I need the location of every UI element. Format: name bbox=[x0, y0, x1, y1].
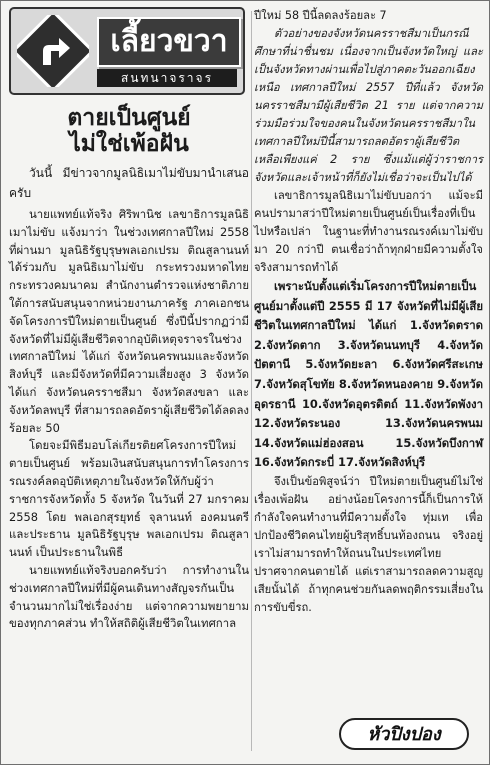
turn-right-sign-icon bbox=[17, 15, 89, 87]
right-column bbox=[254, 7, 483, 760]
logo-title: เลี้ยวขวา bbox=[97, 17, 241, 67]
paragraph: เลขาธิการมูลนิธิเมาไม่ขับบอกว่า แม้จะมีคนปรามาสว่าปีใหม่ตายเป็นศูนย์เป็นเรื่องที่เป็นไปหรือเปล่า ในฐานะที่ทำงานรณรงค์เมาไม่ขับมา 20 กว่าปี ตนเชื่อว่าถ้าทุกฝ่ายมีความตั้งใจจริงสามารถทำได้ bbox=[254, 189, 483, 274]
article-headline bbox=[9, 105, 249, 157]
paragraph: ปีใหม่ 58 ปีนี้ลดลงร้อยละ 7 bbox=[254, 9, 387, 22]
author-signature: หัวปิงปอง bbox=[339, 718, 469, 750]
left-body bbox=[9, 163, 249, 633]
paragraph: โดยจะมีพิธีมอบโล่เกียรติยศโครงการปีใหม่ตายเป็นศูนย์ พร้อมเงินสนับสนุนการทำโครงการรณรงค์ลดอุบัติเหตุภายในจังหวัดให้กับผู้ว่าราชการจังหวัดทั้ง 5 จังหวัด ในวันที่ 27 มกราคม 2558 โดย พลเอกสุรยุทธ์ จุลานนท์ องคมนตรี และประธาน มูลนิธิรัฐบุรุษ พลเอกเปรม ติณสูลานนท์ เป็นประธานในพิธี bbox=[9, 438, 249, 560]
paragraph-province-list: เพราะนับตั้งแต่เริ่มโครงการปีใหม่ตายเป็นศูนย์มาตั้งแต่ปี 2555 มี 17 จังหวัดที่ไม่มีผู้เสียชีวิตในเทศกาลปีใหม่ ได้แก่ 1.จังหวัดตราด 2.จังหวัดตาก 3.จังหวัดนนทบุรี 4.จังหวัดปัตตานี 5.จังหวัดยะลา 6.จังหวัดศรีสะเกษ 7.จังหวัดสุโขทัย 8.จังหวัดหนองคาย 9.จังหวัดอุดรธานี 10.จังหวัดอุตรดิตถ์ 11.จังหวัดพังงา 12.จังหวัดระนอง 13.จังหวัดนครพนม 14.จังหวัดแม่ฮ่องสอน 15.จังหวัดบึงกาฬ 16.จังหวัดกระบี่ 17.จังหวัดสิงห์บุรี bbox=[254, 279, 483, 470]
left-column bbox=[9, 7, 249, 760]
column-logo bbox=[9, 7, 245, 95]
headline-line-1: ตายเป็นศูนย์ bbox=[67, 104, 191, 131]
column-divider bbox=[251, 11, 252, 751]
paragraph: วันนี้ มีข่าวจากมูลนิธิเมาไม่ขับมานำเสนอครับ bbox=[9, 166, 249, 200]
paragraph: จึงเป็นข้อพิสูจน์ว่า ปีใหม่ตายเป็นศูนย์ไม่ใช่เรื่องเพ้อฝัน อย่างน้อยโครงการนี้ก็เป็นการให้กำลังใจคนทำงานที่มีความตั้งใจ ทุ่มเท เพื่อปกป้องชีวิตคนไทยผู้บริสุทธิ์บนท้องถนน จริงอยู่เราไม่สามารถทำให้ถนนในประเทศไทยปราศจากคนตายได้ แต่เราสามารถลดความสูญเสียนั้นได้ ถ้าทุกคนช่วยกันลดพฤติกรรมเสี่ยงในการขับขี่รถ. bbox=[254, 474, 483, 614]
paragraph: ตัวอย่างของจังหวัดนครราชสีมาเป็นกรณีศึกษาที่น่าชื่นชม เนื่องจากเป็นจังหวัดใหญ่ และเป็นจังหวัดทางผ่านเพื่อไปสู่ภาคตะวันออกเฉียงเหนือ เทศกาลปีใหม่ 2557 ปีที่แล้ว จังหวัดนครราชสีมามีผู้เสียชีวิต 21 ราย แต่จากความร่วมมือร่วมใจของคนในจังหวัดนครราชสีมาในเทศกาลปีใหม่ปีนี้สามารถลดอัตราผู้เสียชีวิตเหลือเพียงแค่ 2 ราย ซึ่งแม้แต่ผู้ว่าราชการจังหวัดและเจ้าหน้าที่ก็ยังไม่เชื่อว่าจะเป็นไปได้ bbox=[254, 27, 483, 184]
paragraph: นายแพทย์แท้จริง ศิริพานิช เลขาธิการมูลนิธิเมาไม่ขับ แจ้งมาว่า ในช่วงเทศกาลปีใหม่ 2558 ที่ผ่านมา มูลนิธิรัฐบุรุษพลเอกเปรม ติณสูลานนท์ ได้ร่วมกับ มูลนิธิเมาไม่ขับ กระทรวงมหาดไทย กระทรวงคมนาคม สำนักงานตำรวจแห่งชาติภายใต้การสนับสนุนจากหน่วยงานภาครัฐ ภาคเอกชน จัดโครงการปีใหม่ตายเป็นศูนย์ ซึ่งปีนี้ปรากฏว่ามีจังหวัดที่ไม่มีผู้เสียชีวิตจากอุบัติเหตุจราจรในช่วงเทศกาลปีใหม่ ได้แก่ จังหวัดนครพนมและจังหวัดสิงห์บุรี และมีจังหวัดที่มีความเสี่ยงสูง 3 จังหวัด ได้แก่ จังหวัดนครราชสีมา จังหวัดสงขลา และจังหวัดลพบุรี ที่สามารถลดอัตราผู้เสียชีวิตได้ลดลงร้อยละ 50 bbox=[9, 207, 249, 435]
right-body bbox=[254, 7, 483, 617]
paragraph: นายแพทย์แท้จริงบอกครับว่า การทำงานในช่วงเทศกาลปีใหม่ที่มีผู้คนเดินทางสัญจรกันเป็นจำนวนมากไม่ใช่เรื่องง่าย แต่จากความพยายามของทุกภาคส่วน ทำให้สถิติผู้เสียชีวิตในเทศกาล bbox=[9, 562, 249, 631]
logo-subtitle: สนทนาจราจร bbox=[97, 69, 237, 87]
headline-line-2: ไม่ใช่เพ้อฝัน bbox=[69, 130, 189, 157]
